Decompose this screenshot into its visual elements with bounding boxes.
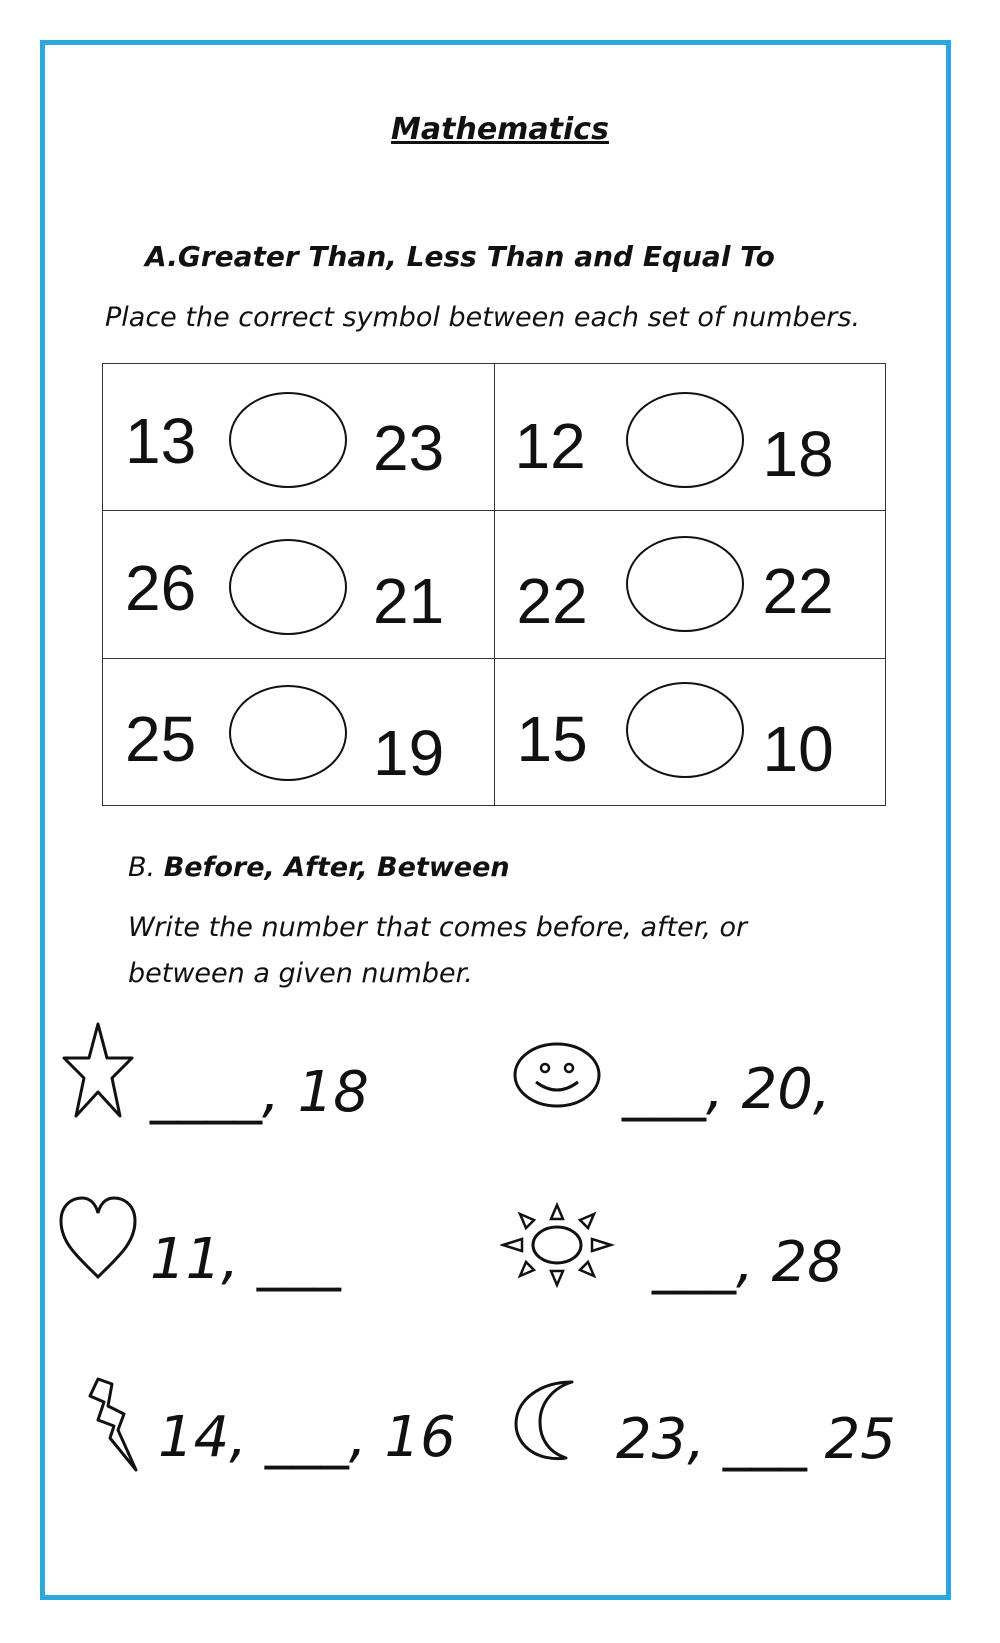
left-number: 25 — [125, 702, 197, 775]
comparison-cell — [494, 658, 886, 805]
page-border — [40, 40, 951, 1600]
left-number: 15 — [516, 702, 588, 775]
answer-circle[interactable] — [229, 392, 347, 488]
right-number: 21 — [373, 565, 445, 638]
comparison-cell — [103, 658, 495, 805]
before-after-item: 11, ___ — [150, 1227, 341, 1292]
lightning-icon — [84, 1376, 144, 1474]
left-number: 22 — [516, 565, 588, 638]
left-number: 12 — [514, 410, 586, 482]
section-b-label: B. — [128, 852, 156, 883]
answer-circle[interactable] — [626, 536, 744, 632]
comparison-cell — [103, 364, 495, 511]
star-icon — [62, 1020, 134, 1120]
section-b-heading — [128, 852, 510, 883]
heart-icon — [58, 1195, 138, 1281]
right-number: 19 — [373, 716, 445, 789]
before-after-item: 14, ___, 16 — [158, 1405, 456, 1470]
table-row — [103, 511, 886, 658]
smiley-icon — [512, 1040, 602, 1110]
right-number: 23 — [373, 412, 445, 484]
comparison-cell — [494, 364, 886, 511]
before-after-item: ____, 18 — [150, 1060, 369, 1125]
left-number: 26 — [125, 552, 197, 625]
section-a-heading: A.Greater Than, Less Than and Equal To — [145, 240, 775, 273]
right-number: 10 — [762, 712, 834, 785]
answer-circle[interactable] — [229, 539, 347, 635]
comparison-cell — [494, 511, 886, 658]
table-row — [103, 658, 886, 805]
before-after-item: ___, 28 — [652, 1230, 843, 1295]
comparison-table — [102, 363, 886, 806]
page-title: Mathematics — [391, 112, 609, 147]
section-b-instruction-line2: between a given number. — [128, 958, 473, 989]
moon-icon — [510, 1378, 600, 1464]
right-number: 22 — [762, 555, 834, 628]
comparison-cell — [103, 511, 495, 658]
sun-icon — [500, 1202, 615, 1288]
table-row — [103, 364, 886, 511]
answer-circle[interactable] — [229, 685, 347, 781]
answer-circle[interactable] — [626, 392, 744, 488]
section-b-title: Before, After, Between — [163, 852, 510, 883]
right-number: 18 — [762, 418, 834, 490]
section-a-instruction: Place the correct symbol between each set of numbers. — [105, 302, 861, 333]
before-after-item: ___, 20, — [622, 1057, 831, 1122]
section-b-instruction-line1: Write the number that comes before, after, or — [128, 912, 748, 943]
answer-circle[interactable] — [626, 682, 744, 778]
left-number: 13 — [125, 405, 197, 477]
before-after-item: 23, ___ 25 — [616, 1407, 896, 1472]
